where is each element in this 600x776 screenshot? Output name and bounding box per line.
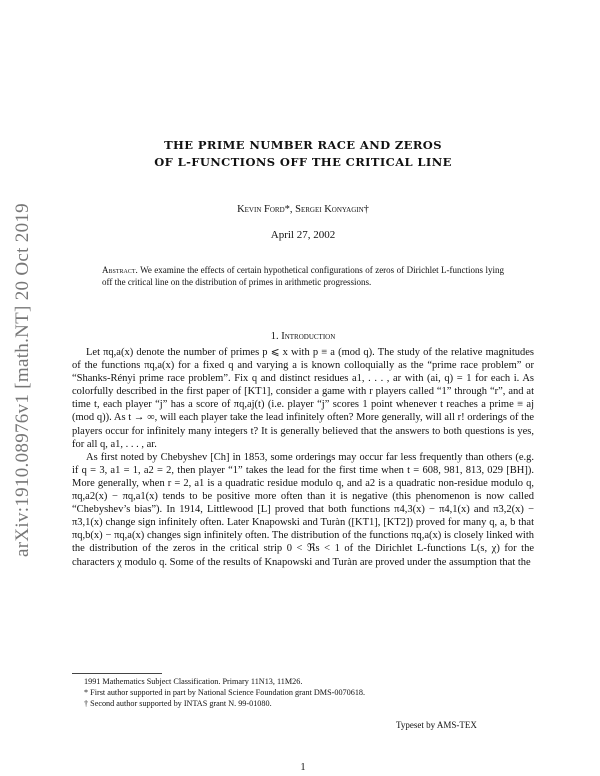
abstract-label: Abstract.	[102, 265, 138, 275]
page-number: 1	[300, 762, 306, 773]
body-text	[72, 346, 534, 569]
abstract	[102, 264, 504, 288]
footnote-classification: 1991 Mathematics Subject Classification. Primary 11N13, 11M26.	[84, 677, 303, 686]
paragraph-1: Let πq,a(x) denote the number of primes p ⩽ x with p ≡ a (mod q). The study of the relative magnitudes of the functions πq,a(x) for a fixed q and varying a is known colloquially as the “prime race problem” or “Shanks-Rényi prime race problem”. Fix q and distinct residues a1, . . . , ar with (ai, q) = 1 for each i. As colorfully described in the first paper of [KT1], consider a game with r players called “1” through “r”, and at time t, each player “j” has a score of πq,aj(t) (i.e. player “j” scores 1 point whenever t reaches a prime ≡ aj (mod q)). As t → ∞, will each player take the lead infinitely often? More generally, will all r! orderings of the players occur for infinitely many integers t? It is generally believed that the answers to both questions is yes, for all q, a1, . . . , ar.	[72, 347, 534, 450]
title-line-2: OF L-FUNCTIONS OFF THE CRITICAL LINE	[154, 155, 452, 169]
authors: Kevin Ford*, Sergei Konyagin†	[237, 204, 369, 215]
arxiv-sidebar	[6, 170, 40, 590]
abstract-text: We examine the effects of certain hypothetical configurations of zeros of Dirichlet L-functions lying off the critical line on the distribution of primes in arithmetic progressions.	[102, 265, 504, 287]
paragraph-2: As first noted by Chebyshev [Ch] in 1853, some orderings may occur far less frequently than others (e.g. if q = 3, a1 = 1, a2 = 2, then player “1” takes the lead for the first time when t = 608, 981, 813, 029 [BH]). More generally, when r = 2, a1 is a quadratic residue modulo q, and a2 is a quadratic non-residue modulo q, πq,a2(x) − πq,a1(x) tends to be positive more often than it is negative (this phenomenon is now called “Chebyshev’s bias”). In 1914, Littlewood [L] proved that both functions π4,3(x) − π4,1(x) and π3,2(x) − π3,1(x) change sign infinitely often. Later Knapowski and Turàn ([KT1], [KT2]) proved for many q, a, b that πq,b(x) − πq,a(x) changes sign infinitely often. The distribution of the functions πq,a(x) is closely linked with the distribution of the zeros in the critical strip 0 < ℜs < 1 of the Dirichlet L-functions L(s, χ) for the characters χ modulo q. Some of the results of Knapowski and Turàn are proved under the assumption that the	[72, 451, 534, 568]
paper-title	[72, 137, 534, 171]
arxiv-identifier: arXiv:1910.08976v1 [math.NT] 20 Oct 2019	[12, 203, 33, 557]
typeset-note: Typeset by AMS-TEX	[396, 720, 477, 730]
paper-page	[72, 0, 534, 776]
footnote-second-author: † Second author supported by INTAS grant N. 99-01080.	[84, 699, 272, 708]
section-heading: 1. Introduction	[270, 331, 336, 342]
footnotes	[84, 676, 534, 709]
footnote-first-author: * First author supported in part by National Science Foundation grant DMS-0070618.	[84, 688, 366, 697]
date: April 27, 2002	[270, 229, 336, 241]
title-line-1: THE PRIME NUMBER RACE AND ZEROS	[164, 138, 442, 152]
footnote-rule	[72, 673, 162, 674]
